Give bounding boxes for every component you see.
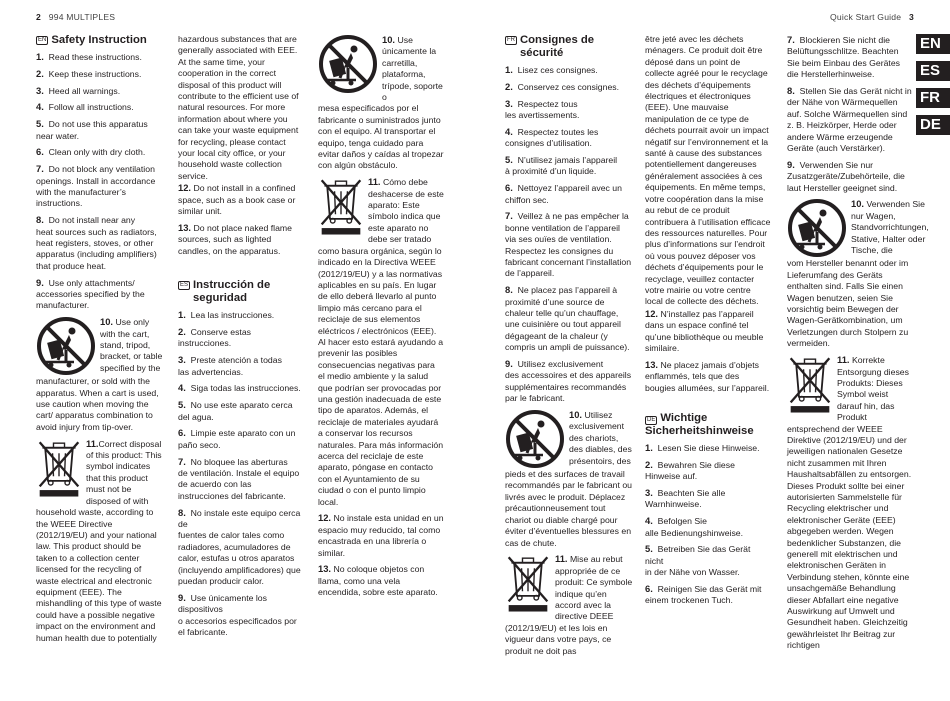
item-number: 3.	[36, 84, 44, 96]
item-number: 7.	[36, 163, 44, 175]
list-item	[178, 382, 302, 394]
item-text: Respectez tous	[517, 98, 578, 109]
item-text: Heed all warnings.	[48, 85, 121, 96]
item-text: Ne placez pas l’appareil à	[517, 285, 618, 296]
fr-chip: FR	[507, 37, 515, 43]
item-text: No instale este equipo cerca de	[178, 507, 301, 529]
item-number: 4.	[36, 101, 44, 113]
item-number: 2.	[505, 80, 513, 92]
en-item-11-continued: hazardous substances that are generally associated with EEE. At the same time, your cooperation in the correct disposal of this product will contribute to the efficient use of natural resources. For more information about where you can take your waste equipment for recycling, please contact your local city office, or your household waste collection service.	[178, 34, 299, 181]
fr-de-column-5	[645, 34, 771, 611]
item-number: 1.	[505, 64, 513, 75]
item-number: 5.	[645, 543, 653, 555]
en-column-1	[36, 34, 164, 648]
es-column-3	[318, 34, 444, 603]
tab-es[interactable]: ES	[916, 61, 950, 81]
item-number: 9.	[178, 591, 186, 603]
list-item	[505, 358, 633, 405]
item-number: 2.	[645, 458, 653, 470]
item-text: Utilisez exclusivement	[517, 359, 604, 370]
list-item	[178, 427, 302, 451]
de-title-line-1: Wichtige	[660, 411, 708, 424]
item-continuation: les avertissements.	[505, 110, 580, 120]
en-es-column-2	[178, 34, 302, 643]
item-text: Do not install near any	[48, 215, 136, 226]
item-number: 2.	[36, 67, 44, 79]
item-continuation: der Nähe von Wärmequellen auf. Solche Wärmequellen sind z. B. Heizkörper, Herde oder andere Wärme erzeugende Geräte (auch Verstärker).	[787, 97, 908, 154]
item-text: Stellen Sie das Gerät nicht in	[799, 86, 912, 97]
list-item	[36, 214, 164, 272]
es-item-11: 11. Cómo debe deshacerse de este aparato: Este símbolo indica que este aparato no debe ser tratado como basura orgánica, según lo indicado en la Directiva WEEE (2012/19/EU) y a las normativas aplicables en su país. En lugar de ello deberá llevarlo al punto limpio más cercano para el reciclaje de sus elementos eléctricos / electrónicos (EEE). Al hacer esto estará ayudando a prevenir las posibles consecuencias negativas para el medio ambiente y la salud que podrían ser provocadas por una gestión inadecuada de este tipo de aparatos. Además, el reciclaje de materiales ayudará a conservar los recursos naturales. Para más información acerca del reciclaje de este aparato, póngase en contacto con el Ayuntamiento de su ciudad o con el punto limpio local.	[318, 176, 444, 507]
list-item	[178, 354, 302, 378]
item-continuation: Hinweise auf.	[645, 471, 698, 482]
item-continuation: las advertencias.	[178, 366, 244, 377]
fr-item-11: 11. Mise au rebut appropriée de ce produit: Ce symbole indique qu’en accord avec la directive DEEE (2012/19/EU) et les lois en vigueur dans votre pays, ce produit ne doit pas	[505, 553, 633, 656]
list-item	[645, 515, 771, 539]
right-page-number: 3	[909, 12, 914, 22]
item-text: No use este aparato cerca	[190, 400, 293, 411]
list-item	[787, 85, 913, 154]
item-number: 8.	[787, 85, 795, 97]
item-continuation: accessories specified by the manufacturer.	[36, 289, 145, 311]
list-item	[178, 592, 302, 639]
es-items	[178, 309, 302, 638]
item-text: Use only attachments/	[48, 277, 135, 288]
list-item	[505, 81, 633, 93]
item-number: 8.	[178, 506, 186, 518]
list-item	[36, 118, 164, 142]
en-chip: EN	[38, 37, 47, 43]
list-item	[36, 68, 164, 80]
list-item	[787, 34, 913, 81]
item-continuation: near water.	[36, 130, 79, 141]
item-continuation: consignes d’utilisation.	[505, 138, 592, 149]
list-item	[36, 163, 164, 210]
item-number: 7.	[178, 455, 186, 467]
item-number: 7.	[505, 210, 513, 222]
item-text: Keep these instructions.	[48, 68, 142, 79]
item-number: 6.	[178, 427, 186, 439]
es-chip: ES	[180, 282, 189, 289]
item-text: Lesen Sie diese Hinweise.	[657, 442, 760, 453]
de-col2-items	[787, 34, 913, 194]
right-header	[830, 12, 914, 23]
item-text: Bewahren Sie diese	[657, 459, 735, 470]
item-text: Conservez ces consignes.	[517, 81, 620, 92]
tab-fr[interactable]: FR	[916, 88, 950, 108]
item-text: Betreiben Sie das Gerät nicht	[645, 544, 751, 566]
tab-en[interactable]: EN	[916, 34, 950, 54]
item-continuation: paño seco.	[178, 439, 221, 450]
item-number: 4.	[645, 515, 653, 527]
item-number: 4.	[178, 382, 186, 394]
item-number: 8.	[36, 214, 44, 226]
de-chip: DE	[647, 416, 656, 423]
item-text: Lisez ces consignes.	[517, 65, 598, 75]
list-item	[178, 456, 302, 503]
item-text: Do not use this apparatus	[48, 119, 148, 130]
item-number: 3.	[505, 97, 513, 109]
es-item-13: 13. No coloque objetos con llama, como una vela encendida, sobre este aparato.	[318, 563, 438, 598]
item-number: 9.	[505, 358, 513, 370]
item-text: Blockieren Sie nicht die	[799, 35, 890, 45]
item-continuation: de ventilación. Instale el equipo de acuerdo con las instrucciones del fabricante.	[178, 467, 300, 501]
item-continuation: in der Nähe von Wasser.	[645, 567, 740, 578]
de-title-line-2: Sicherheitshinweise	[645, 424, 754, 437]
en-item-11: 11.Correct disposal of this product: This symbol indicates that this product must not be disposed of with household waste, according to the WEEE Directive (2012/19/EU) and your national law. This product should be taken to a collection center licensed for the recycling of waste electrical and electronic equipment (EEE). The mishandling of this type of waste could have a possible negative impact on the environment and human health due to potentially	[36, 437, 162, 643]
item-number: 1.	[645, 441, 653, 453]
item-number: 2.	[178, 325, 186, 337]
en-items	[36, 51, 164, 312]
de-item-11: 11. Korrekte Entsorgung dieses Produkts: Dieses Symbol weist darauf hin, das Produkt entsprechend der WEEE Direktive (2012/19/EU) und der jeweiligen nationalen Gesetze nicht zusammen mit Ihren Haushaltsabfällen zu entsorgen. Dieses Produkt sollte bei einer autorisierten Sammelstelle für Recycling elektrischer und elektronischer Geräte (EEE) abgegeben werden. Wegen bedenklicher Substanzen, die generell mit elektrischen und elektronischen Geräten in Verbindung stehen, könnte eine unsachgemäße Behandlung dieser Abfallart eine negative Auswirkung auf Umwelt und Gesundheit haben. Gleichzeitig gewährleistet Ihr Beitrag zur richtigen	[787, 354, 912, 651]
fr-item-13: 13. Ne placez jamais d’objets enflammés, tels que des bougies allumées, sur l’appareil.	[645, 358, 770, 393]
item-number: 3.	[645, 486, 653, 498]
right-header-title: Quick Start Guide	[830, 12, 902, 22]
fr-title: Consignes de sécurité	[520, 34, 595, 59]
en-item-12: 12. Do not install in a confined space, such as a book case or similar unit.	[178, 182, 296, 217]
list-item	[36, 277, 164, 312]
fr-heading	[505, 34, 633, 60]
item-text: Befolgen Sie	[657, 516, 707, 527]
list-item	[645, 583, 771, 607]
es-heading	[178, 279, 302, 305]
left-page-number: 2	[36, 12, 41, 22]
item-number: 9.	[36, 276, 44, 288]
list-item	[505, 182, 633, 206]
item-continuation: chiffon sec.	[505, 194, 549, 205]
item-number: 5.	[178, 399, 186, 411]
item-text: Read these instructions.	[48, 52, 142, 62]
list-item	[645, 459, 771, 483]
list-item	[787, 159, 913, 194]
item-text: Follow all instructions.	[48, 102, 134, 113]
cart-warning-icon	[36, 316, 96, 376]
item-continuation: openings. Install in accordance with the manufacturer’s instructions.	[36, 175, 156, 209]
fr-items	[505, 64, 633, 405]
en-heading	[36, 34, 164, 47]
en-item-10: 10. Use only with the cart, stand, tripod, bracket, or table specified by the manufacturer, or sold with the apparatus. When a cart is used, use caution when moving the cart/ apparatus combination to avoid injury from tip-over.	[36, 316, 163, 432]
item-continuation: alle Bedienungshinweise.	[645, 527, 744, 538]
item-continuation: proximité d’une source de chaleur telle qu’un chauffage, une cuisinière ou tout appareil dégageant de la chaleur (y compris un ampli de puissance).	[505, 296, 630, 353]
item-text: Lea las instrucciones.	[190, 310, 275, 321]
item-continuation: Zusatzgeräte/Zubehörteile, die laut Hersteller geeignet sind.	[787, 171, 905, 193]
item-number: 5.	[36, 118, 44, 130]
item-number: 5.	[505, 154, 513, 165]
list-item	[36, 51, 164, 63]
list-item	[505, 154, 633, 178]
item-text: Veillez à ne pas empêcher la	[517, 211, 629, 222]
left-header	[36, 12, 115, 23]
item-text: Reinigen Sie das Gerät mit	[657, 584, 762, 594]
item-text: No bloquee las aberturas	[190, 456, 288, 467]
item-continuation: einem trockenen Tuch.	[645, 595, 733, 606]
es-title: Instrucción de seguridad	[193, 279, 271, 305]
item-number: 6.	[36, 146, 44, 158]
item-text: Respectez toutes les	[517, 126, 599, 137]
weee-bin-icon	[318, 176, 364, 236]
item-text: Clean only with dry cloth.	[48, 147, 146, 158]
list-item	[505, 126, 633, 150]
list-item	[178, 326, 302, 350]
fr-item-11-continued: être jeté avec les déchets ménagers. Ce produit doit être déposé dans un point de collecte agréé pour le recyclage des déchets d’équipements électriques et électroniques (EEE). Une mauvaise manipulation de ce type de déchets pourrait avoir un impact négatif sur l’environnement et la santé à cause des substances potentiellement dangereuses généralement associées à ces équipements. En même temps, votre coopération dans la mise au rebut de ce produit contribuera à l’utilisation efficace des ressources naturelles. Pour plus d’informations sur l’endroit où vous pouvez déposer vos déchets d’équipements pour le recyclage, veuillez contacter votre mairie ou votre centre local de collecte des déchets.	[645, 34, 771, 307]
item-continuation: o accesorios especificados por el fabricante.	[178, 615, 297, 637]
item-text: Nettoyez l’appareil avec un	[517, 183, 622, 194]
language-tabs	[916, 34, 950, 142]
item-number: 8.	[505, 284, 513, 296]
cart-warning-icon	[318, 34, 378, 94]
fr-item-12: 12. N’installez pas l’appareil dans un espace confiné tel qu’une bibliothèque ou meuble similaire.	[645, 307, 764, 353]
weee-bin-icon	[36, 438, 82, 498]
item-text: Verwenden Sie nur	[799, 159, 874, 170]
list-item	[178, 399, 302, 423]
item-continuation: à proximité d’un liquide.	[505, 166, 597, 177]
list-item	[645, 543, 771, 578]
fr-column-4	[505, 34, 633, 661]
cart-warning-icon	[787, 198, 847, 258]
item-number: 7.	[787, 34, 795, 45]
de-items	[645, 442, 771, 607]
item-number: 6.	[645, 583, 653, 594]
item-text: Siga todas las instrucciones.	[190, 383, 301, 394]
item-continuation: heat sources such as radiators, heat registers, stoves, or other apparatus (including amplifiers) that produce heat.	[36, 226, 157, 271]
list-item	[505, 284, 633, 353]
item-number: 6.	[505, 182, 513, 194]
list-item	[178, 309, 302, 321]
item-number: 1.	[178, 309, 186, 321]
list-item	[505, 210, 633, 279]
weee-bin-icon	[505, 553, 551, 613]
item-continuation: des accessoires et des appareils supplémentaires recommandés par le fabricant.	[505, 370, 632, 404]
item-continuation: bonne ventilation de l’appareil via ses ouïes de ventilation. Respectez les consignes du fabricant concernant l’installation de l’appareil.	[505, 222, 632, 279]
left-header-title: 994 MULTIPLES	[48, 12, 116, 22]
list-item	[36, 85, 164, 97]
en-title: Safety Instruction	[51, 34, 147, 46]
item-number: 4.	[505, 125, 513, 137]
de-column-6	[787, 34, 929, 656]
item-text: Beachten Sie alle Warnhinweise.	[645, 487, 726, 510]
es-item-10: 10. Use únicamente la carretilla, plataforma, trípode, soporte o mesa especificados por el fabricante o suministrados junto con el equipo. Al transportar el equipo, tenga cuidado para evitar daños y caídas al tropezar con algún obstáculo.	[318, 34, 444, 171]
fr-item-10: 10. Utilisez exclusivement des chariots, des diables, des présentoirs, des pieds et des surfaces de travail recommandés par le fabricant ou livrés avec le produit. Déplacez précautionneusement tout chariot ou diable chargé pour éviter d’éventuelles blessures en cas de chute.	[505, 409, 632, 548]
item-text: Do not block any ventilation	[48, 164, 155, 175]
item-number: 1.	[36, 51, 44, 62]
de-item-10: 10. Verwenden Sie nur Wagen, Standvorrichtungen, Stative, Halter oder Tische, die vom Hersteller benannt oder im Lieferumfang des Geräts enthalten sind. Falls Sie einen Wagen benutzen, seien Sie vorsichtig beim Bewegen der Wagen-Gerätkombination, um Verletzungen durch Stolpern zu vermeiden.	[787, 198, 929, 349]
list-item	[505, 64, 633, 76]
en-item-13: 13. Do not place naked flame sources, such as lighted candles, on the apparatus.	[178, 221, 292, 256]
tab-de[interactable]: DE	[916, 115, 950, 135]
cart-warning-icon	[505, 409, 565, 469]
item-continuation: del agua.	[178, 411, 214, 422]
item-text: Use únicamente los dispositivos	[178, 592, 267, 615]
list-item	[645, 442, 771, 454]
list-item	[36, 101, 164, 113]
item-text: Conserve estas instrucciones.	[178, 326, 252, 349]
item-text: Preste atención a todas	[190, 355, 282, 366]
list-item	[505, 98, 633, 122]
list-item	[645, 487, 771, 511]
list-item	[178, 507, 302, 588]
list-item	[36, 146, 164, 158]
de-heading	[645, 412, 771, 438]
item-text: Limpie este aparato con un	[190, 428, 296, 439]
es-item-12: 12. No instale esta unidad en un espacio muy reducido, tal como encastrada en una librería o similar.	[318, 512, 444, 558]
weee-bin-icon	[787, 354, 833, 414]
item-number: 9.	[787, 158, 795, 170]
item-number: 3.	[178, 354, 186, 366]
item-continuation: Belüftungsschlitze. Beachten Sie beim Einbau des Gerätes die Herstellerhinweise.	[787, 46, 901, 80]
item-text: N’utilisez jamais l’appareil	[517, 155, 618, 165]
item-continuation: fuentes de calor tales como radiadores, acumuladores de calor, estufas u otros aparatos (incluyendo amplificadores) que puedan producir calor.	[178, 530, 301, 586]
